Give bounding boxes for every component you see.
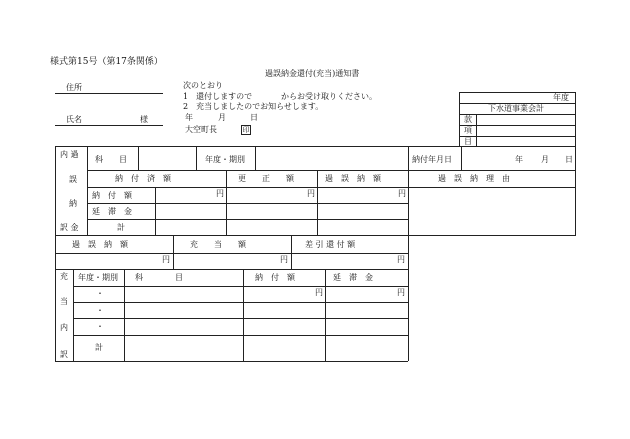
account-name: 下水道事業会計 xyxy=(488,104,544,113)
date-year: 年 xyxy=(185,113,193,122)
address-underline xyxy=(55,93,163,94)
header-overpaid-amount: 過 誤 納 額 xyxy=(325,174,381,183)
yen-paid: 円 xyxy=(216,189,224,198)
name-underline xyxy=(55,125,163,126)
period-label: 年度・期別 xyxy=(205,155,245,164)
account-row-kan: 款 xyxy=(464,115,472,124)
table1-section-bottom: 訳 金 xyxy=(60,223,79,232)
account-row-kou: 項 xyxy=(464,126,472,135)
date-day: 日 xyxy=(250,113,258,122)
pay-date-day: 日 xyxy=(565,155,573,164)
document-title: 過誤納金還付(充当)通知書 xyxy=(265,69,360,78)
table3-section-char-1: 充 xyxy=(60,272,68,281)
t3-yen-payment: 円 xyxy=(315,288,323,297)
table1-top xyxy=(55,146,576,147)
t2-yen-refund: 円 xyxy=(397,255,405,264)
body-line2a: 1 還付しますので xyxy=(183,92,253,101)
table1-section-top: 内 過 xyxy=(60,150,79,159)
form-number: 様式第15号（第17条関係） xyxy=(50,57,163,67)
table1-bottom xyxy=(55,235,576,236)
t2-header-applied: 充 当 額 xyxy=(190,240,246,249)
t2-header-refund: 差 引 還 付 額 xyxy=(305,240,356,249)
seal-mark: 印 xyxy=(242,126,250,134)
t3-dot-1: ・ xyxy=(96,289,104,298)
body-line2b: からお受け取りください。 xyxy=(281,92,377,101)
account-year: 年度 xyxy=(553,93,569,102)
t3-dot-3: ・ xyxy=(96,322,104,331)
row-label-late-fee: 延 滞 金 xyxy=(92,207,132,216)
table3-section-char-2: 当 xyxy=(60,297,68,306)
honorific: 様 xyxy=(140,115,148,124)
t3-total-label: 計 xyxy=(95,343,103,352)
header-corrected-amount: 更 正 額 xyxy=(238,174,294,183)
yen-overpaid: 円 xyxy=(398,189,406,198)
body-line3: 2 充当しましたのでお知らせします。 xyxy=(183,102,324,111)
yen-corrected: 円 xyxy=(307,189,315,198)
address-label: 住所 xyxy=(66,83,82,92)
t3-header-period: 年度・期別 xyxy=(78,273,118,282)
t3-dot-2: ・ xyxy=(96,306,104,315)
header-overpaid-reason: 過 誤 納 理 由 xyxy=(438,174,510,183)
issuer xyxy=(185,125,251,135)
t3-header-late-fee: 延 滞 金 xyxy=(333,273,373,282)
table1-section-char-2: 納 xyxy=(69,199,77,208)
table3-section-char-4: 訳 xyxy=(60,350,68,359)
table3-section-char-3: 内 xyxy=(60,323,68,332)
t2-yen-applied: 円 xyxy=(280,255,288,264)
pay-date-month: 月 xyxy=(541,155,549,164)
subject-label: 科 目 xyxy=(95,155,127,164)
row-label-payment: 納 付 額 xyxy=(92,191,132,200)
date-month: 月 xyxy=(218,113,226,122)
pay-date-label: 納付年月日 xyxy=(412,155,452,164)
t2-yen-overpaid: 円 xyxy=(162,255,170,264)
body-line1: 次のとおり xyxy=(183,81,223,90)
issuer-name: 大空町長 xyxy=(185,125,217,134)
t3-header-payment: 納 付 額 xyxy=(255,273,295,282)
row-label-total: 計 xyxy=(117,223,125,232)
t3-yen-late-fee: 円 xyxy=(397,288,405,297)
header-paid-amount: 納 付 済 額 xyxy=(115,174,171,183)
table3-bottom xyxy=(55,361,408,362)
t3-header-subject: 科 目 xyxy=(135,273,183,282)
table1-section-char-1: 誤 xyxy=(69,175,77,184)
pay-date-year: 年 xyxy=(515,155,523,164)
account-row-moku: 目 xyxy=(464,137,472,146)
t2-header-overpaid: 過 誤 納 額 xyxy=(72,240,128,249)
name-label: 氏名 xyxy=(66,115,82,124)
